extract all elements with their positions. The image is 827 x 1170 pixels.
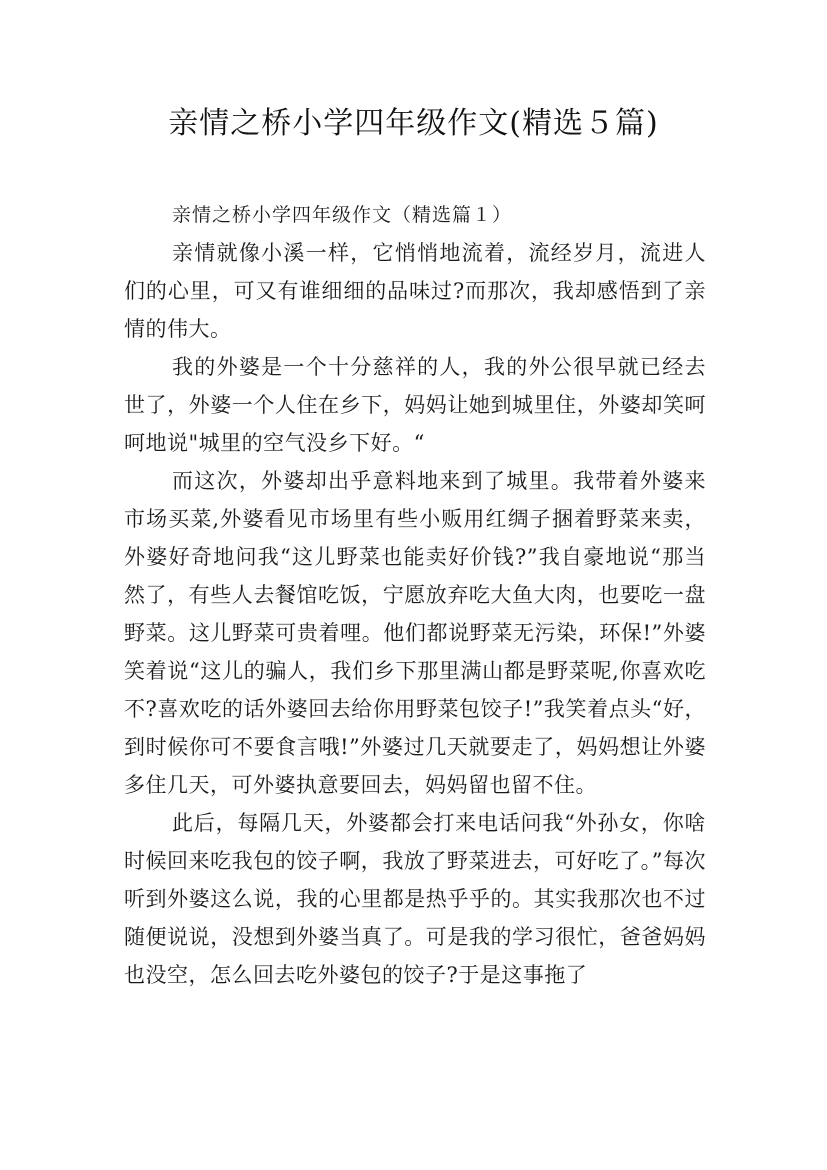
document-body <box>124 196 706 994</box>
paragraph: 而这次，外婆却出乎意料地来到了城里。我带着外婆来市场买菜,外婆看见市场里有些小贩用红绸子捆着野菜来卖，外婆好奇地问我“这儿野菜也能卖好价钱?”我自豪地说“那当然了，有些人去餐馆吃饭，宁愿放弃吃大鱼大肉，也要吃一盘野菜。这儿野菜可贵着哩。他们都说野菜无污染，环保!”外婆笑着说“这儿的骗人，我们乡下那里满山都是野菜呢,你喜欢吃不?喜欢吃的话外婆回去给你用野菜包饺子!”我笑着点头“好，到时候你可不要食言哦!”外婆过几天就要走了，妈妈想让外婆多住几天，可外婆执意要回去，妈妈留也留不住。 <box>124 469 706 797</box>
paragraph: 此后，每隔几天，外婆都会打来电话问我“外孙女，你啥时候回来吃我包的饺子啊，我放了野菜进去，可好吃了。”每次听到外婆这么说，我的心里都是热乎乎的。其实我那次也不过随便说说，没想到外婆当真了。可是我的学习很忙，爸爸妈妈也没空，怎么回去吃外婆包的饺子?于是这事拖了 <box>124 811 706 987</box>
section-heading: 亲情之桥小学四年级作文（精选篇１） <box>172 204 513 226</box>
document-title: 亲情之桥小学四年级作文(精选５篇) <box>168 106 659 141</box>
paragraph: 亲情就像小溪一样，它悄悄地流着，流经岁月，流进人们的心里，可又有谁细细的品味过?而那次，我却感悟到了亲情的伟大。 <box>124 241 706 341</box>
paragraph: 我的外婆是一个十分慈祥的人，我的外公很早就已经去世了，外婆一个人住在乡下，妈妈让她到城里住，外婆却笑呵呵地说"城里的空气没乡下好。“ <box>124 355 706 455</box>
